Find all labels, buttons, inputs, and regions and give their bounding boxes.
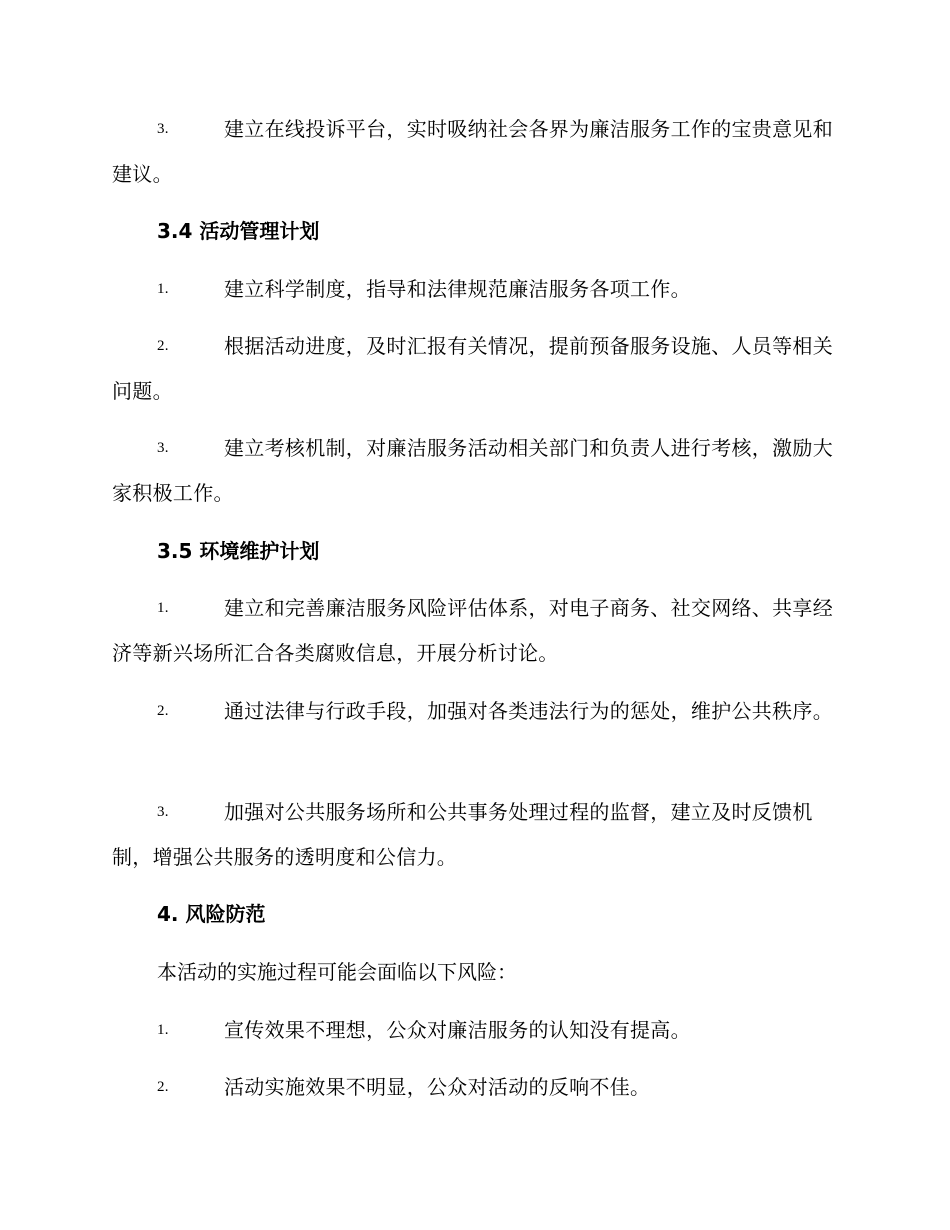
list-item — [112, 324, 834, 414]
list-number: 2. — [157, 1079, 169, 1095]
list-number: 1. — [157, 281, 169, 297]
list-item — [112, 267, 834, 312]
list-item — [112, 790, 834, 880]
list-item-text: 加强对公共服务场所和公共事务处理过程的监督，建立及时反馈机制，增强公共服务的透明度和公信力。 — [112, 800, 813, 869]
list-item-text: 根据活动进度，及时汇报有关情况，提前预备服务设施、人员等相关问题。 — [112, 334, 833, 403]
list-item-text: 建立考核机制，对廉洁服务活动相关部门和负责人进行考核，激励大家积极工作。 — [112, 436, 833, 505]
list-item-text: 建立科学制度，指导和法律规范廉洁服务各项工作。 — [224, 277, 691, 301]
list-item — [112, 1065, 834, 1110]
list-number: 1. — [157, 1022, 169, 1038]
list-item-text: 建立在线投诉平台，实时吸纳社会各界为廉洁服务工作的宝贵意见和建议。 — [112, 117, 833, 186]
list-number: 1. — [157, 600, 169, 616]
list-number: 2. — [157, 338, 169, 354]
list-number: 3. — [157, 440, 169, 456]
section-heading-3-5: 3.5 环境维护计划 — [157, 539, 320, 563]
intro-paragraph: 本活动的实施过程可能会面临以下风险： — [157, 960, 517, 984]
list-number: 3. — [157, 804, 169, 820]
list-item — [112, 426, 834, 516]
list-number: 2. — [157, 703, 169, 719]
list-item-text: 通过法律与行政手段，加强对各类违法行为的惩处，维护公共秩序。 — [224, 699, 833, 723]
list-item-text: 活动实施效果不明显，公众对活动的反响不佳。 — [224, 1075, 651, 1099]
list-item-text: 建立和完善廉洁服务风险评估体系，对电子商务、社交网络、共享经济等新兴场所汇合各类腐败信息，开展分析讨论。 — [112, 596, 833, 665]
section-heading-4: 4. 风险防范 — [157, 902, 266, 926]
list-item — [112, 1008, 834, 1053]
list-number: 3. — [157, 121, 169, 137]
list-item — [112, 689, 834, 734]
list-item-text: 宣传效果不理想，公众对廉洁服务的认知没有提高。 — [224, 1018, 691, 1042]
list-item — [112, 107, 834, 197]
section-heading-3-4: 3.4 活动管理计划 — [157, 219, 320, 243]
list-item — [112, 586, 834, 676]
